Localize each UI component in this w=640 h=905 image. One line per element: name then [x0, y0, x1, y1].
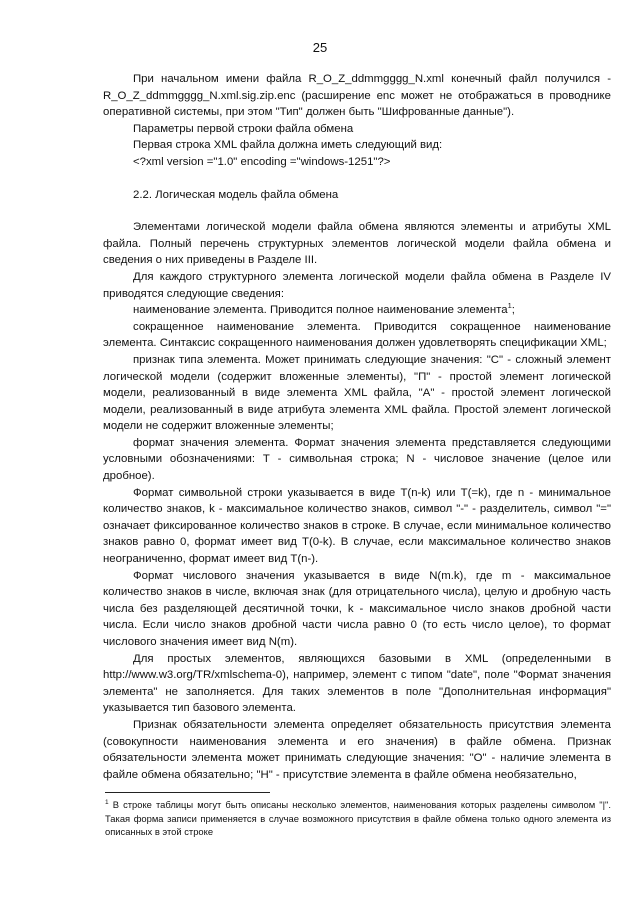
paragraph-number-format: Формат числового значения указывается в виде N(m.k), где m - максимальное количество знаков в числе, включая знак (для отрицательного числа), целую и дробную часть числа без разделяющей десятичной точки, k - максимальное число знаков дробной части числа. Если число знаков дробной части числа равно 0 (то есть число целое), то формат числового значения имеет вид N(m). — [103, 569, 611, 648]
footnote-text — [105, 798, 611, 839]
footnote — [105, 798, 611, 839]
paragraph-short-name: сокращенное наименование элемента. Приводится сокращенное наименование элемента. Синтаксис сокращенного наименования должен удовлетворять спецификации XML; — [103, 320, 611, 350]
footnote-divider — [105, 792, 270, 793]
section-heading: 2.2. Логическая модель файла обмена — [133, 188, 339, 201]
paragraph-string-format: Формат символьной строки указывается в виде Т(n-k) или Т(=k), где n - минимальное количество знаков, k - максимальное количество знаков, символ "-" - разделитель, символ "=" означает фиксированное количество знаков в строке. В случае, если минимальное количество знаков равно 0, формат имеет вид Т(0-k). В случае, если максимальное количество знаков неограниченно, формат имеет вид Т(n-). — [103, 486, 611, 566]
paragraph-file-name: При начальном имени файла R_O_Z_ddmmgggg_N.xml конечный файл получился - R_O_Z_ddmmgggg_N.xml.sig.zip.enc (расширение enc может не отображаться в проводнике оперативной системы, при этом "Тип" должен быть "Шифрованные данные"). — [103, 73, 611, 119]
footnote-reference-tail: ; — [511, 304, 515, 317]
footnote-reference: 1 — [507, 301, 512, 311]
paragraph-obligation: Признак обязательности элемента определяет обязательность присутствия элемента (совокупности наименования элемента и его значения) в файле обмена. Признак обязательности элемента может принимать следующие значения: "О" - наличие элемента в файле обмена обязательно; "Н" - присутствие элемента в файле обмена необязательно, — [103, 718, 611, 781]
paragraph-first-line-format: Первая строка XML файла должна иметь следующий вид: — [133, 139, 443, 152]
page-number: 25 — [312, 40, 328, 55]
paragraph-element-info: Для каждого структурного элемента логической модели файла обмена в Разделе IV приводятся следующие сведения: — [103, 270, 611, 300]
footnote-marker: 1 — [105, 798, 109, 806]
paragraph-element-name — [103, 302, 611, 319]
paragraph-first-line-params: Параметры первой строки файла обмена — [133, 122, 354, 135]
page-body — [103, 71, 611, 783]
paragraph-simple-elements: Для простых элементов, являющихся базовыми в XML (определенными в http://www.w3.org/TR/xmlschema-0), например, элемент с типом "date", поле "Формат значения элемента" не заполняется. Для таких элементов в поле "Дополнительная информация" указывается тип базового элемента. — [103, 652, 611, 715]
footnote-body: В строке таблицы могут быть описаны несколько элементов, наименования которых разделены символом "|". Такая форма записи применяется в случае возможного присутствия в файле обмена только одного элемента из описанных в этой строке — [105, 799, 611, 838]
element-name-text: наименование элемента. Приводится полное наименование элемента — [133, 304, 508, 317]
paragraph-value-format: формат значения элемента. Формат значения элемента представляется следующими условными обозначениями: Т - символьная строка; N - числовое значение (целое или дробное). — [103, 436, 611, 483]
paragraph-model-elements: Элементами логической модели файла обмена являются элементы и атрибуты XML файла. Полный перечень структурных элементов логической модели файла обмена и сведения о них приведены в Разделе III. — [103, 221, 611, 267]
xml-declaration: <?xml version ="1.0" encoding ="windows-1251"?> — [133, 155, 391, 168]
paragraph-element-type: признак типа элемента. Может принимать следующие значения: "С" - сложный элемент логической модели (содержит вложенные элементы), "П" - простой элемент логической модели, реализованный в виде элемента XML файла, "А" - простой элемент логической модели, реализованный в виде атрибута элемента XML файла. Простой элемент логической модели не содержит вложенные элементы; — [103, 353, 611, 433]
